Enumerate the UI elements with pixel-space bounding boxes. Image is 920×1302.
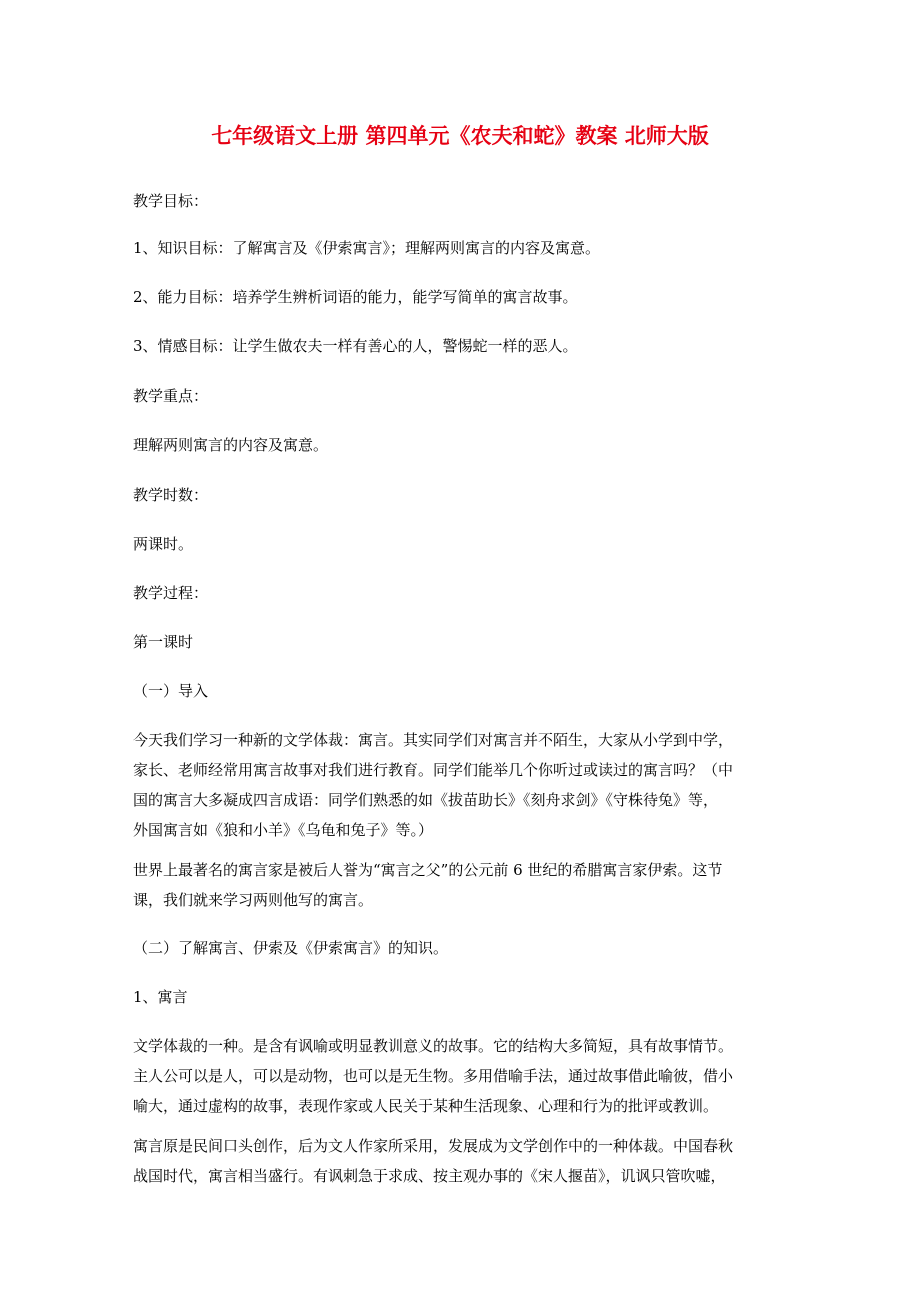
intro-paragraph xyxy=(133,725,793,845)
fable-definition-paragraph xyxy=(133,1031,793,1121)
hours-heading: 教学时数： xyxy=(133,486,209,504)
section-intro-heading: （一）导入 xyxy=(133,682,209,700)
hours-text: 两课时。 xyxy=(133,535,194,553)
paragraph-line: 世界上最著名的寓言家是被后人誉为“寓言之父”的公元前 6 世纪的希腊寓言家伊索。这节 xyxy=(133,861,723,879)
paragraph-line: 主人公可以是人，可以是动物，也可以是无生物。多用借喻手法，通过故事借此喻彼，借小 xyxy=(133,1067,734,1085)
lesson-one-heading: 第一课时 xyxy=(133,633,194,651)
paragraph-line: 寓言原是民间口头创作，后为文人作家所采用，发展成为文学创作中的一种体裁。中国春秋 xyxy=(133,1137,734,1155)
document-title: 七年级语文上册 第四单元《农夫和蛇》教案 北师大版 xyxy=(211,123,709,148)
paragraph-line: 战国时代，寓言相当盛行。有讽刺急于求成、按主观办事的《宋人揠苗》，讥讽只管吹嘘， xyxy=(133,1167,726,1185)
section-knowledge-heading: （二）了解寓言、伊索及《伊索寓言》的知识。 xyxy=(133,939,449,957)
paragraph-line: 喻大，通过虚构的故事，表现作家或人民关于某种生活现象、心理和行为的批评或教训。 xyxy=(133,1097,719,1115)
goals-heading: 教学目标： xyxy=(133,192,209,210)
paragraph-line: 今天我们学习一种新的文学体裁：寓言。其实同学们对寓言并不陌生，大家从小学到中学， xyxy=(133,731,734,749)
paragraph-line: 课，我们就来学习两则他写的寓言。 xyxy=(133,891,374,909)
process-heading: 教学过程： xyxy=(133,584,209,602)
focus-text: 理解两则寓言的内容及寓意。 xyxy=(133,436,329,454)
subsection-fable-heading: 1、寓言 xyxy=(133,988,188,1006)
paragraph-line: 家长、老师经常用寓言故事对我们进行教育。同学们能举几个你听过或读过的寓言吗？（中 xyxy=(133,761,734,779)
paragraph-line: 文学体裁的一种。是含有讽喻或明显教训意义的故事。它的结构大多简短，具有故事情节。 xyxy=(133,1037,734,1055)
goal-item-ability: 2、能力目标：培养学生辨析词语的能力，能学写简单的寓言故事。 xyxy=(133,288,578,306)
focus-heading: 教学重点： xyxy=(133,387,209,405)
aesop-paragraph xyxy=(133,855,793,915)
paragraph-line: 外国寓言如《狼和小羊》《乌龟和兔子》等。） xyxy=(133,821,434,839)
paragraph-line: 国的寓言大多凝成四言成语：同学们熟悉的如《拔苗助长》《刻舟求剑》《守株待兔》等， xyxy=(133,791,719,809)
fable-origin-paragraph xyxy=(133,1131,793,1191)
goal-item-emotion: 3、情感目标：让学生做农夫一样有善心的人，警惕蛇一样的恶人。 xyxy=(133,337,578,355)
goal-item-knowledge: 1、知识目标：了解寓言及《伊索寓言》；理解两则寓言的内容及寓意。 xyxy=(133,239,601,257)
